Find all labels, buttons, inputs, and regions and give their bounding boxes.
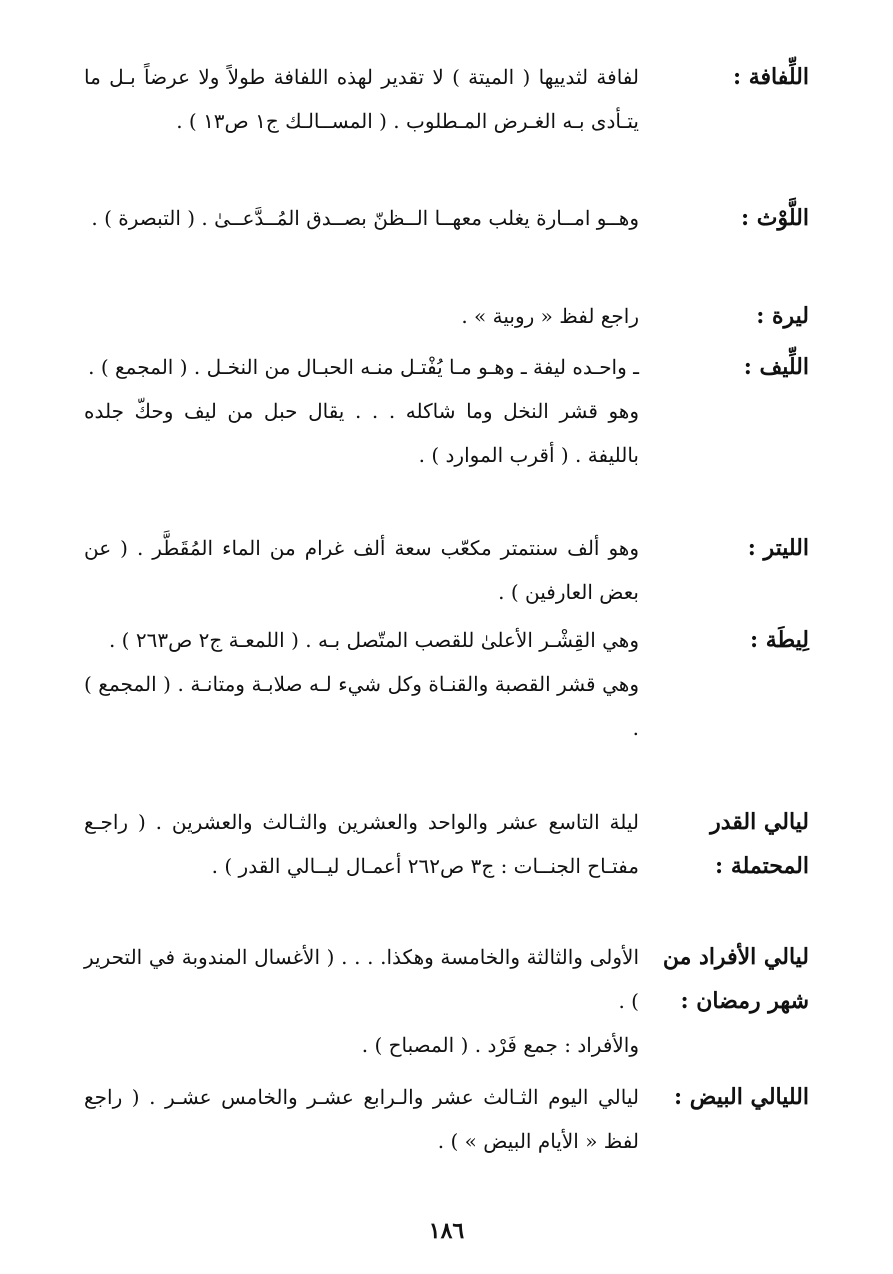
entry-definition: ليلة التاسع عشر والواحد والعشرين والثـالث والعشرين . ( راجـع مفتـاح الجنــات : ج٣ ص٢٦٢ أعمـال ليــالي القدر ) . [84,810,639,878]
entry-definitions [84,526,639,614]
entry-definition: وهو قشر النخل وما شاكله . . . يقال حبل من ليف وحكّ جلده بالليفة . ( أقرب الموارد ) . [84,399,639,467]
entry-term: لِيطَة : [750,627,809,653]
entry-definition: وهو ألف سنتمتر مكعّب سعة ألف غرام من الماء المُقَطَّر . ( عن بعض العارفين ) . [84,536,639,604]
entry-definition: والأفراد : جمع فَرْد . ( المصباح ) . [361,1033,639,1057]
entry-term: اللِّيف : [743,354,809,380]
entry-definitions [84,345,639,477]
entry-definition: راجع لفظ « روبية » . [461,304,639,328]
entry-lifafa [84,55,809,143]
entry-lif [84,345,809,477]
entry-term: الليتر : [747,535,809,561]
entry-term: اللِّفافة : [732,64,809,90]
entry-alayali-albid [84,1075,809,1163]
entry-definitions [84,1075,639,1163]
entry-definition: وهــو امــارة يغلب معهــا الــظنّ بصــدق المُــدَّعــىٰ . ( التبصرة ) . [91,206,639,230]
entry-definition: وهي القِشْـر الأعلىٰ للقصب المتّصل بـه . ( اللمعـة ج٢ ص٢٦٣ ) . [108,628,639,652]
entry-definitions [84,294,639,338]
entry-definitions [84,55,639,143]
entry-definition: الأولى والثالثة والخامسة وهكذا. . . . ( الأغسال المندوبة في التحرير ) . [84,945,639,1013]
entry-definition: ليالي اليوم الثـالث عشر والـرابع عشـر والخامس عشـر . ( راجع لفظ « الأيام البيض » ) . [84,1085,639,1153]
entry-lawth [84,196,809,240]
entry-term: ليرة : [756,303,809,329]
entry-term: اللَّوْث : [741,205,809,231]
entry-definition: لفافة لثدييها ( الميتة ) لا تقدير لهذه اللفافة طولاً ولا عرضاً بـل ما يتـأدى بـه الغـرض المـطلوب . ( المســالـك ج١ ص١٣ ) . [84,65,639,133]
entry-definition: ـ واحـده ليفة ـ وهـو مـا يُفْتـل منـه الحبـال من النخـل . ( المجمع ) . [88,355,639,379]
entry-definitions [84,196,639,240]
entry-definitions [84,935,639,1067]
entry-layali-alafrad [84,935,809,1067]
entry-definition: وهي قشر القصبة والقنـاة وكل شيء لـه صلابـة ومتانـة . ( المجمع ) . [84,672,639,740]
entry-term: ليالي الأفراد من شهر رمضان : [662,944,809,1014]
entry-term: ليالي القدر المحتملة : [710,809,809,879]
page-number: ١٨٦ [428,1218,465,1244]
entry-definitions [84,618,639,750]
entry-definitions [84,800,639,888]
entry-term: الليالي البيض : [674,1084,809,1110]
entry-lira [84,294,809,338]
entry-lita [84,618,809,750]
entry-litre [84,526,809,614]
entry-layali-alqadr [84,800,809,888]
